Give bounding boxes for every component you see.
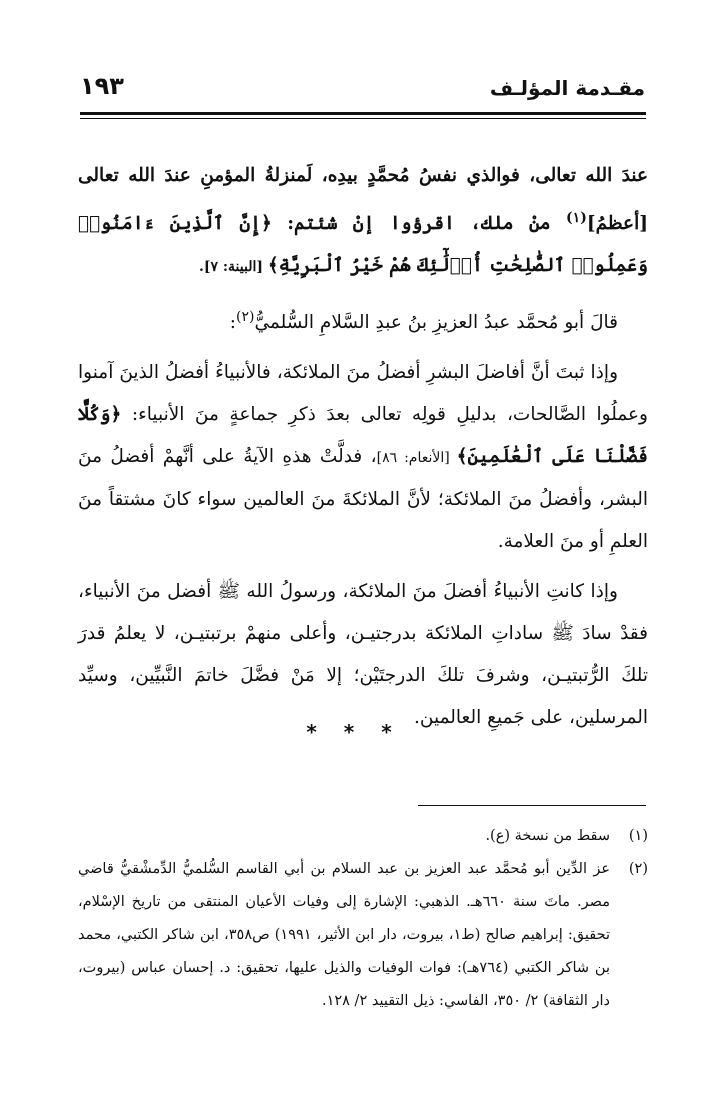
footnote-2-text: عز الدِّين أبو مُحمَّد عبد العزيز بن عبد السلام بن أبي القاسم السُّلميُّ الدِّمشْقيُّ قاضي مصر. ماتَ سنة ٦٦٠هـ. الذهبي: الإشارة إلى وفيات الأعيان المنتقى من تاريخ الإسْلام، تحقيق: إبراهيم صالح (ط١، بيروت، دار ابن الأثير، ١٩٩١) ص٣٥٨، ابن شاكر الكتبي، محمد بن شاكر الكتبي (٧٦٤هـ): فوات الوفيات والذيل عليها، تحقيق: د. إحسان عباس (بيروت، دار الثقافة) ٢/ ٣٥٠، الفاسي: ذيل التقييد ٢/ ١٢٨. <box>78 861 611 1009</box>
header-rule-thin <box>80 118 646 119</box>
quran-ref-bayyina: [البينة: ٧]. <box>198 259 268 276</box>
p3-text-a: وإذا ثبتَ أنَّ أفاضلَ البشرِ أفضلُ منَ الملائكة، فالأنبياءُ أفضلُ الذينَ آمنوا وعملُوا الصَّالحات، بدليلِ قولِه تعالى بعدَ ذكرِ جماعةٍ منَ الأنبياء: <box>78 362 648 426</box>
footnote-2-mark: (٢) <box>628 861 648 877</box>
section-separator: * * * <box>306 720 402 744</box>
footnote-1 <box>78 820 648 853</box>
p1-line1: عندَ الله تعالى، فوالذي نفسُ مُحمَّدٍ بيدِه، لَمنزلةُ المؤمنِ عندَ الله تعالى <box>78 165 648 186</box>
footnote-rule <box>418 805 646 806</box>
footnote-ref-2: (٢) <box>236 309 255 326</box>
header-rule-thick <box>80 112 646 115</box>
paragraph-1 <box>78 155 648 288</box>
paragraph-4 <box>78 571 648 739</box>
footnotes <box>78 820 648 1018</box>
running-header <box>80 70 645 110</box>
footnote-2 <box>78 853 648 1018</box>
main-text <box>78 155 648 739</box>
footnote-1-text: سقط من نسخة (ع). <box>485 828 610 844</box>
quran-verse-bayyina: ﴿إِنَّ ٱلَّذِينَ ءَامَنُوا۟ وَعَمِلُوا۟ ٱلصَّٰلِحَٰتِ أُو۟لَٰٓئِكَ هُمْ خَيْرُ ٱلْبَرِيَّةِ﴾ <box>78 213 648 277</box>
page-number: ١٩٣ <box>80 72 124 100</box>
quran-ref-anam: [الأنعام: ٨٦] <box>376 450 457 467</box>
p1-bracket-word: [أعظمُ] <box>586 213 648 235</box>
p2-colon: : <box>229 312 236 334</box>
quran-verse-anam: ﴿وَكُلًّا فَضَّلْنَا عَلَى ٱلْعَٰلَمِينَ﴾ <box>78 404 648 468</box>
footnote-ref-1: (١) <box>566 210 587 226</box>
paragraph-3 <box>78 352 648 563</box>
p2-text: قالَ أبو مُحمَّد عبدُ العزيزِ بنُ عبدِ السَّلامِ السُّلميُّ <box>254 312 618 334</box>
p1-line2: منْ ملك، اقرؤوا إنْ شئتم: <box>271 213 567 235</box>
p4-text: وإذا كانتِ الأنبياءُ أفضلَ منَ الملائكة، ورسولُ الله ﷺ أفضل منَ الأنبياء، فقدْ سادَ ﷺ ساداتِ الملائكة بدرجتيـن، وأعلى منهمْ برتبتيـن، لا يعلمُ قدرَ تلكَ الرُّتبتيـن، وشرفَ تلكَ الدرجتَيْن؛ إلا مَنْ فضَّلَ خاتمَ النَّبيِّين، وسيِّد المرسلين، على جَميعِ العالمين. <box>78 581 648 729</box>
paragraph-2 <box>78 296 648 344</box>
footnote-1-mark: (١) <box>628 828 648 844</box>
p3-text-b: ، فدلَّتْ هذهِ الآيةُ على أنَّهمْ أفضلُ منَ البشر، وأفضلُ منَ الملائكة؛ لأنَّ الملائكةَ منَ العالمين سواء كانَ مشتقاً منَ العلمِ أو منَ العلامة. <box>78 446 648 553</box>
header-title: مقـدمة المؤلـف <box>489 76 645 100</box>
